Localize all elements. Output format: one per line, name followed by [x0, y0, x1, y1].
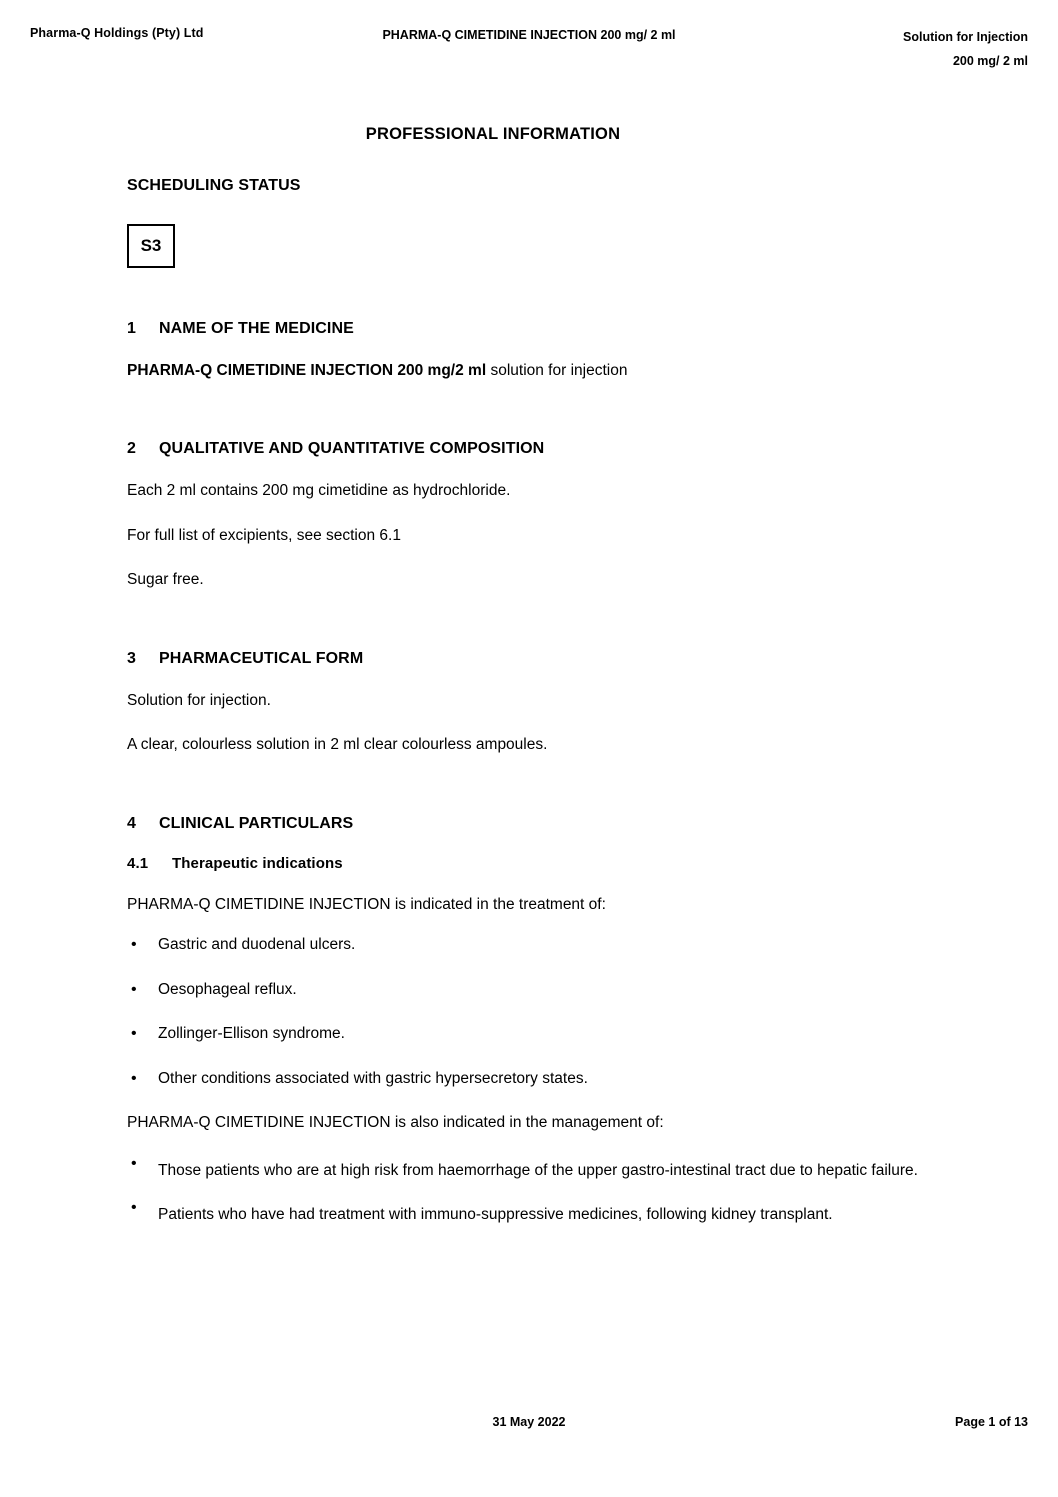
pharmaceutical-form-text: Solution for injection.: [127, 691, 271, 709]
composition-content: Each 2 ml contains 200 mg cimetidine as hydrochloride.: [127, 482, 511, 500]
schedule-code-box: [127, 224, 175, 268]
section-3-heading: [127, 650, 927, 668]
document-body: [127, 125, 927, 1233]
section-4-1-number: 4.1: [127, 854, 149, 872]
management-intro: PHARMA-Q CIMETIDINE INJECTION is also indicated in the management of:: [127, 1114, 664, 1132]
section-1-title: NAME OF THE MEDICINE: [159, 320, 354, 337]
section-2-number: 2: [127, 440, 136, 458]
indications-list: [127, 934, 927, 1090]
header-form-strength: [903, 26, 1028, 74]
section-2-heading: [127, 440, 927, 458]
section-4-heading: [127, 815, 927, 833]
page-title: PROFESSIONAL INFORMATION: [365, 125, 621, 143]
list-item: • Zollinger-Ellison syndrome.: [127, 1023, 927, 1045]
management-list: [127, 1153, 927, 1234]
schedule-code-label: S3: [140, 236, 162, 255]
section-4-number: 4: [127, 814, 136, 832]
section-3-number: 3: [127, 649, 136, 667]
list-item: • Gastric and duodenal ulcers.: [127, 934, 927, 956]
pharmaceutical-form-description: A clear, colourless solution in 2 ml clear colourless ampoules.: [127, 736, 548, 754]
section-2-title: QUALITATIVE AND QUANTITATIVE COMPOSITION: [159, 440, 545, 458]
section-1-number: 1: [127, 320, 136, 337]
section-4-1-title: Therapeutic indications: [172, 854, 343, 872]
header-company: Pharma-Q Holdings (Pty) Ltd: [30, 26, 204, 40]
medicine-name-bold: PHARMA-Q CIMETIDINE INJECTION 200 mg/2 ml: [127, 362, 487, 379]
scheduling-status-heading: SCHEDULING STATUS: [127, 177, 301, 194]
list-item: [127, 1197, 927, 1233]
indications-intro: PHARMA-Q CIMETIDINE INJECTION is indicated in the treatment of:: [127, 895, 606, 913]
section-3-title: PHARMACEUTICAL FORM: [159, 649, 364, 667]
list-item: [127, 1153, 927, 1189]
footer-page-number: Page 1 of 13: [955, 1415, 1028, 1429]
list-item: • Oesophageal reflux.: [127, 979, 927, 1001]
list-item-text: • Those patients who are at high risk from haemorrhage of the upper gastro-intestinal tract due to hepatic failure.: [158, 1161, 918, 1179]
section-4-1-heading: [127, 855, 927, 872]
list-item: • Other conditions associated with gastric hypersecretory states.: [127, 1068, 927, 1090]
list-item-text: • Patients who have had treatment with immuno-suppressive medicines, following kidney transplant.: [158, 1206, 833, 1224]
header-product: PHARMA-Q CIMETIDINE INJECTION 200 mg/ 2 ml: [382, 28, 676, 42]
medicine-name: [127, 360, 927, 382]
sugar-free-note: Sugar free.: [127, 571, 204, 589]
page-footer: [0, 1415, 1058, 1435]
excipients-reference: For full list of excipients, see section 6.1: [127, 526, 401, 544]
medicine-name-rest: solution for injection: [486, 362, 628, 379]
page-header: [0, 26, 1058, 86]
header-dosage-form: Solution for Injection: [903, 30, 1028, 44]
header-strength: 200 mg/ 2 ml: [952, 53, 1028, 68]
section-4-title: CLINICAL PARTICULARS: [159, 814, 354, 832]
footer-date: 31 May 2022: [492, 1415, 566, 1429]
section-1-heading: [127, 320, 927, 338]
